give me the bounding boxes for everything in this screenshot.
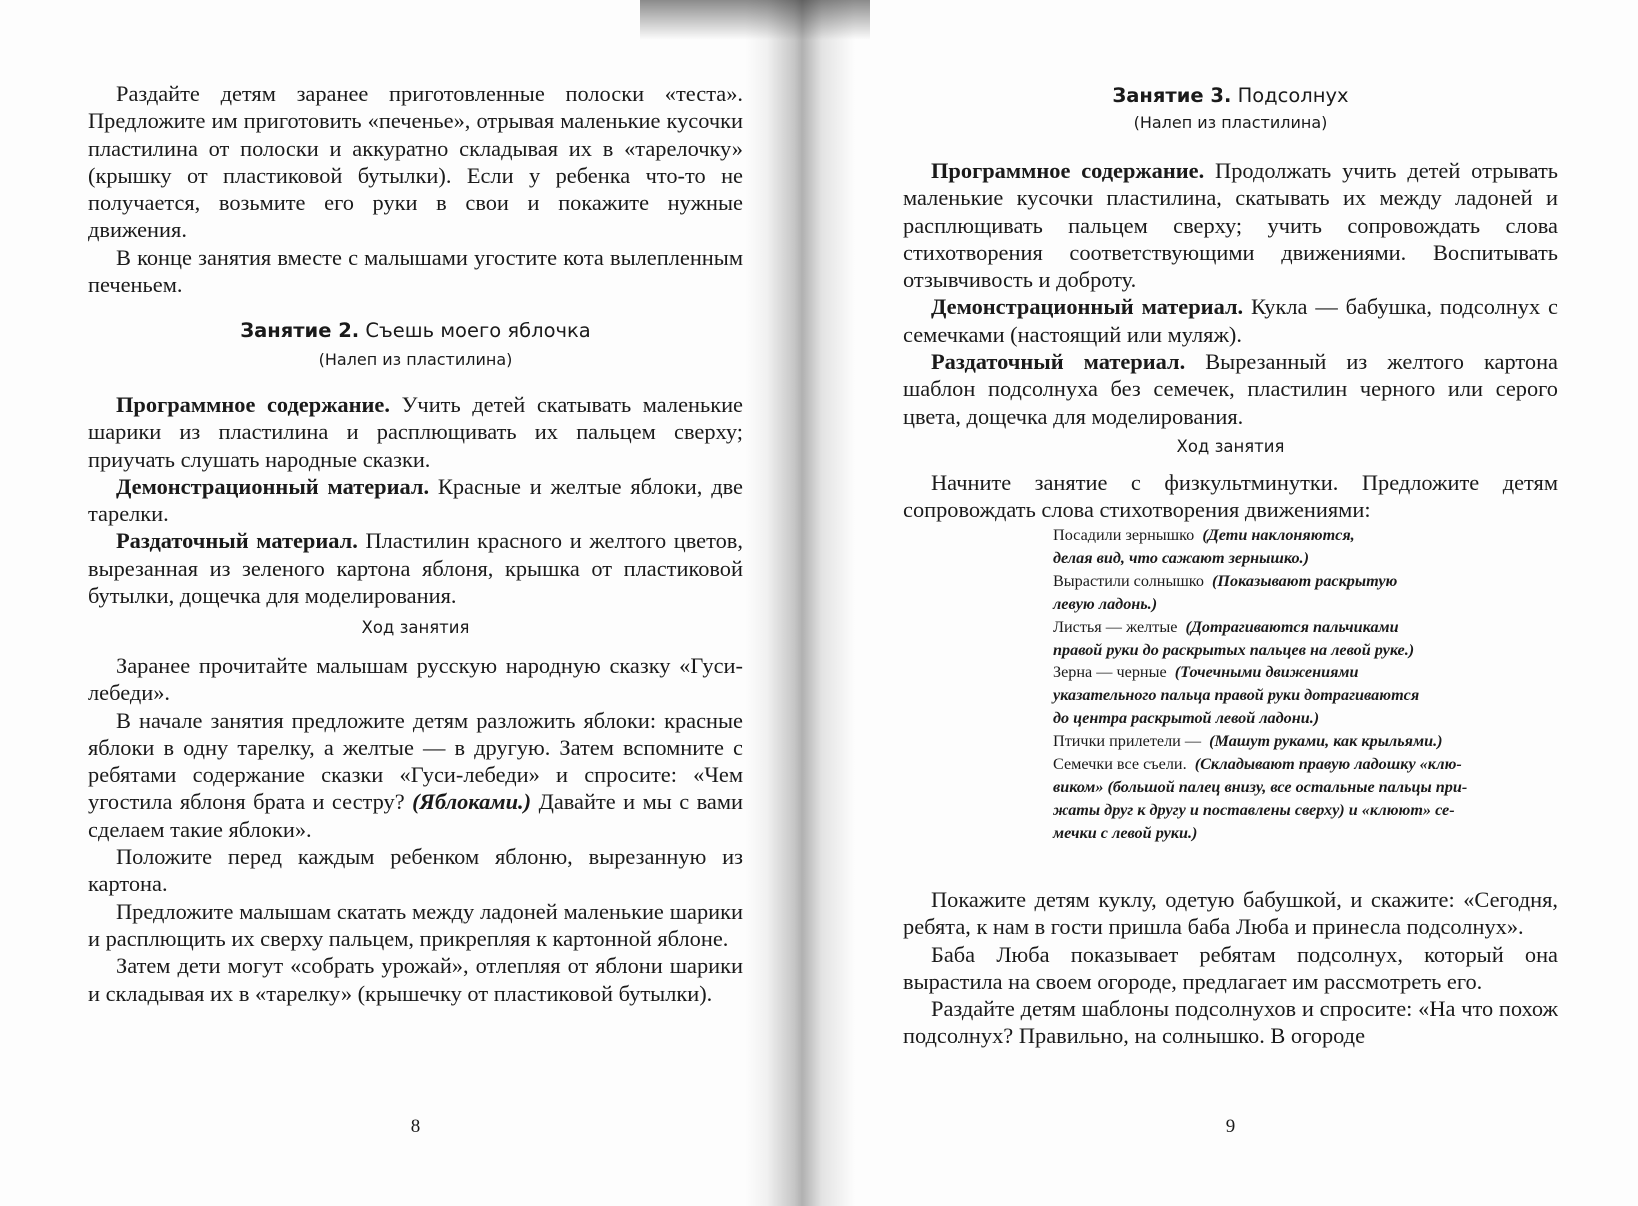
poem-line bbox=[1053, 684, 1533, 707]
intro-paragraph-1: Раздайте детям заранее приготовленные полоски «теста». Предложите им приготовить «печенье», отрывая маленькие кусочки пластилина от полоски и аккуратно складывая их в «тарелочку» (крышку от пластиковой бутылки). Если у ребенка что-то не получается, возьмите его руки в свои и покажите нужные движения. bbox=[88, 81, 743, 243]
poem-text: Семечки все съели. bbox=[1053, 755, 1187, 774]
page-number: 8 bbox=[410, 1116, 421, 1137]
body-paragraph-2 bbox=[88, 707, 743, 843]
poem-note: виком» (большой палец внизу, все остальные пальцы при- bbox=[1053, 777, 1468, 796]
intro-paragraph-2: В конце занятия вместе с малышами угостите кота вылепленным печеньем. bbox=[88, 244, 743, 298]
lesson-3-materials bbox=[903, 157, 1558, 430]
poem-line bbox=[1053, 776, 1533, 799]
lesson-3-body bbox=[903, 886, 1558, 1050]
program-text: Продолжать учить детей отрывать маленькие кусочки пластилина, скатывать их между ладоней и расплющивать пальцем сверху; учить сопровождать слова стихотворения соответствующими движениями. Воспитывать отзывчивость и доброту. bbox=[903, 158, 1558, 293]
body-paragraph-1: Заранее прочитайте малышам русскую народную сказку «Гуси-лебеди». bbox=[88, 653, 743, 706]
lesson-2-program bbox=[88, 391, 743, 473]
poem-text: Посадили зернышко bbox=[1053, 526, 1195, 544]
poem-note: (Дотрагиваются пальчиками bbox=[1185, 617, 1399, 636]
section-title: Ход занятия bbox=[361, 618, 470, 637]
poem-note: делая вид, что сажают зернышко.) bbox=[1053, 548, 1309, 567]
poem-note: (Точечными движениями bbox=[1174, 663, 1359, 682]
handout-label: Раздаточный материал. bbox=[116, 528, 358, 554]
lesson-2-number: Занятие 2. bbox=[240, 319, 360, 342]
poem-line bbox=[1053, 822, 1533, 845]
poem-line bbox=[1053, 639, 1533, 662]
intro-block bbox=[88, 80, 743, 298]
demo-text: Кукла — бабушка, подсолнух с семечками (настоящий или муляж). bbox=[903, 294, 1558, 347]
page-number: 9 bbox=[1225, 1116, 1236, 1137]
p2-answer: (Яблоками.) bbox=[412, 789, 532, 815]
p2-text: В начале занятия предложите детям разложить яблоки: красные яблоки в одну тарелку, а желтые — в другую. Затем вспомните с ребятами содержание сказки «Гуси-лебеди» и спросите: «Чем угостила яблоня брата и сестру? bbox=[88, 707, 743, 815]
poem-note: до центра раскрытой левой ладони.) bbox=[1053, 709, 1320, 728]
poem-line bbox=[1053, 547, 1533, 570]
right-body-paragraph-3: Баба Люба показывает ребятам подсолнух, который она вырастила на своем огороде, предлагает им рассмотреть его. bbox=[903, 941, 1558, 994]
poem-text: Птички прилетели — bbox=[1053, 732, 1202, 751]
poem-text: Зерна — черные bbox=[1053, 663, 1167, 682]
right-body-paragraph-4: Раздайте детям шаблоны подсолнухов и спросите: «На что похож подсолнух? Правильно, на солнышко. В огороде bbox=[903, 996, 1558, 1049]
lesson-2-subtitle: (Налеп из пластилина) bbox=[318, 350, 513, 369]
poem-note: (Складывают правую ладошку «клю- bbox=[1194, 755, 1462, 774]
lesson-3-section bbox=[903, 435, 1558, 459]
poem-note: мечки с левой руки.) bbox=[1053, 823, 1198, 842]
poem-line bbox=[1053, 730, 1533, 753]
poem-text: Вырастили солнышко bbox=[1053, 571, 1204, 590]
poem-note: (Дети наклоняются, bbox=[1202, 526, 1355, 544]
poem-line bbox=[1053, 570, 1533, 593]
poem-note: (Машут руками, как крыльями.) bbox=[1209, 732, 1443, 751]
right-page bbox=[903, 0, 1558, 1206]
demo-text: Красные и желтые яблоки, две тарелки. bbox=[88, 473, 743, 527]
poem-line bbox=[1053, 661, 1533, 684]
poem-line bbox=[1053, 593, 1533, 616]
lesson-3-title bbox=[903, 83, 1558, 109]
poem-note: правой руки до раскрытых пальцев на левой руке.) bbox=[1053, 640, 1415, 659]
left-page bbox=[88, 0, 743, 1206]
lesson-2-materials bbox=[88, 391, 743, 609]
lesson-2-name: Съешь моего яблочка bbox=[365, 319, 591, 342]
program-label: Программное содержание. bbox=[931, 158, 1205, 183]
poem-line bbox=[1053, 524, 1533, 547]
lesson-3-header bbox=[903, 83, 1558, 135]
p2-text-after: Давайте и мы с вами сделаем такие яблоки». bbox=[88, 789, 743, 842]
lesson-2-section bbox=[88, 616, 743, 640]
body-paragraph-3: Положите перед каждым ребенком яблоню, вырезанную из картона. bbox=[88, 844, 743, 897]
lesson-3-subtitle: (Налеп из пластилина) bbox=[1133, 113, 1328, 132]
poem-line bbox=[1053, 616, 1533, 639]
lesson-3-demo bbox=[903, 293, 1558, 348]
poem-note: жаты друг к другу и поставлены сверху) и «клюют» се- bbox=[1053, 800, 1455, 819]
lesson-3-number: Занятие 3. bbox=[1112, 84, 1232, 107]
poem-line bbox=[1053, 753, 1533, 776]
lesson-3-name: Подсолнух bbox=[1237, 84, 1349, 107]
lesson-2-body bbox=[88, 652, 743, 1007]
program-text: Учить детей скатывать маленькие шарики из пластилина и расплющивать их пальцем сверху; приучать слушать народные сказки. bbox=[88, 392, 743, 472]
poem-line bbox=[1053, 799, 1533, 822]
body-paragraph-5: Затем дети могут «собрать урожай», отлепляя от яблони шарики и складывая их в «тарелку» (крышечку от пластиковой бутылки). bbox=[88, 953, 743, 1006]
poem-note: указательного пальца правой руки дотрагиваются bbox=[1053, 686, 1420, 705]
right-body-paragraph-1: Начните занятие с физкультминутки. Предложите детям сопровождать слова стихотворения движениями: bbox=[903, 470, 1558, 523]
poem-block bbox=[1053, 524, 1533, 845]
lesson-3-intro bbox=[903, 469, 1558, 524]
poem-line bbox=[1053, 707, 1533, 730]
lesson-2-demo bbox=[88, 473, 743, 528]
lesson-2-handout bbox=[88, 527, 743, 609]
handout-text: Пластилин красного и желтого цветов, вырезанная из зеленого картона яблоня, крышка от пластиковой бутылки, дощечка для моделирования. bbox=[88, 528, 743, 609]
book-gutter-shadow bbox=[745, 0, 855, 1206]
poem-note: левую ладонь.) bbox=[1053, 594, 1158, 613]
lesson-2-header bbox=[88, 318, 743, 372]
lesson-3-handout bbox=[903, 348, 1558, 430]
poem-note: (Показывают раскрытую bbox=[1212, 571, 1398, 590]
right-body-paragraph-2: Покажите детям куклу, одетую бабушкой, и скажите: «Сегодня, ребята, к нам в гости пришла баба Люба и принесла подсолнух». bbox=[903, 887, 1558, 940]
handout-label: Раздаточный материал. bbox=[931, 349, 1186, 375]
demo-label: Демонстрационный материал. bbox=[931, 294, 1244, 320]
section-title: Ход занятия bbox=[1176, 437, 1285, 456]
lesson-3-program bbox=[903, 157, 1558, 293]
body-paragraph-4: Предложите малышам скатать между ладоней маленькие шарики и расплющить их сверху пальцем, прикрепляя к картонной яблоне. bbox=[88, 898, 743, 951]
poem-text: Листья — желтые bbox=[1053, 617, 1178, 636]
lesson-2-title bbox=[88, 318, 743, 344]
handout-text: Вырезанный из желтого картона шаблон подсолнуха без семечек, пластилин черного или серого цвета, дощечка для моделирования. bbox=[903, 349, 1558, 429]
demo-label: Демонстрационный материал. bbox=[116, 473, 430, 499]
program-label: Программное содержание. bbox=[116, 392, 390, 417]
